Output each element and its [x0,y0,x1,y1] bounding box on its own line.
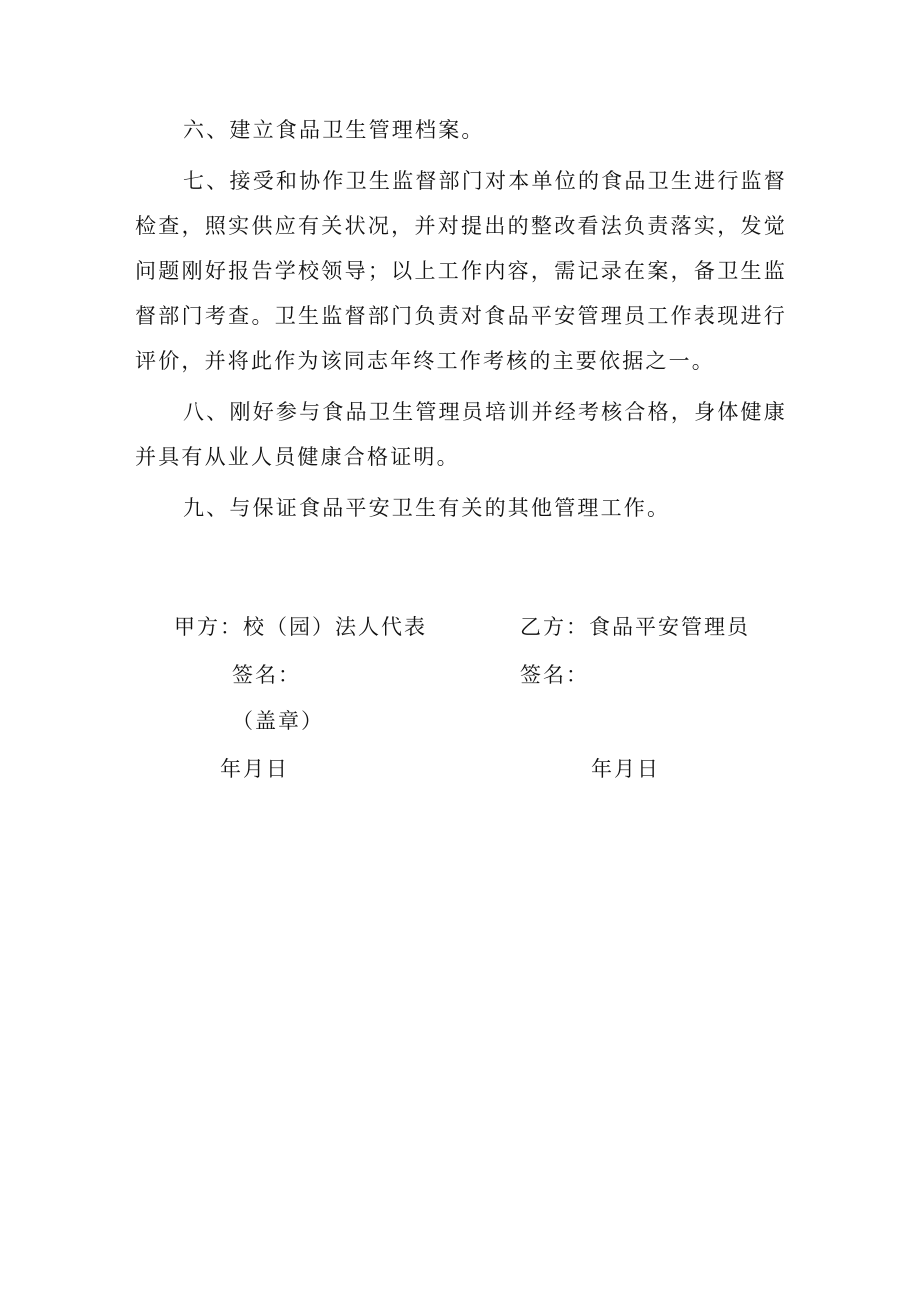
party-a-sign-label: 签名： [232,663,301,687]
paragraph-7: 七、接受和协作卫生监督部门对本单位的食品卫生进行监督检查，照实供应有关状况，并对提出的整改看法负责落实，发觉问题刚好报告学校领导；以上工作内容，需记录在案，备卫生监督部门考查。卫生监督部门负责对食品平安管理员工作表现进行评价，并将此作为该同志年终工作考核的主要依据之一。 [135,169,787,373]
party-b-title: 乙方：食品平安管理员 [520,615,750,639]
party-b-date-label: 年月日 [591,757,660,781]
party-a-title: 甲方：校（园）法人代表 [174,615,427,639]
paragraph-6: 六、建立食品卫生管理档案。 [183,118,485,142]
document-body [135,108,787,537]
party-a-date-label: 年月日 [220,757,289,781]
party-a-seal-label: （盖章） [232,709,324,733]
paragraph-9: 九、与保证食品平安卫生有关的其他管理工作。 [183,496,671,520]
paragraph-8: 八、刚好参与食品卫生管理员培训并经考核合格，身体健康并具有从业人员健康合格证明。 [135,400,787,469]
party-b-sign-label: 签名： [520,663,589,687]
